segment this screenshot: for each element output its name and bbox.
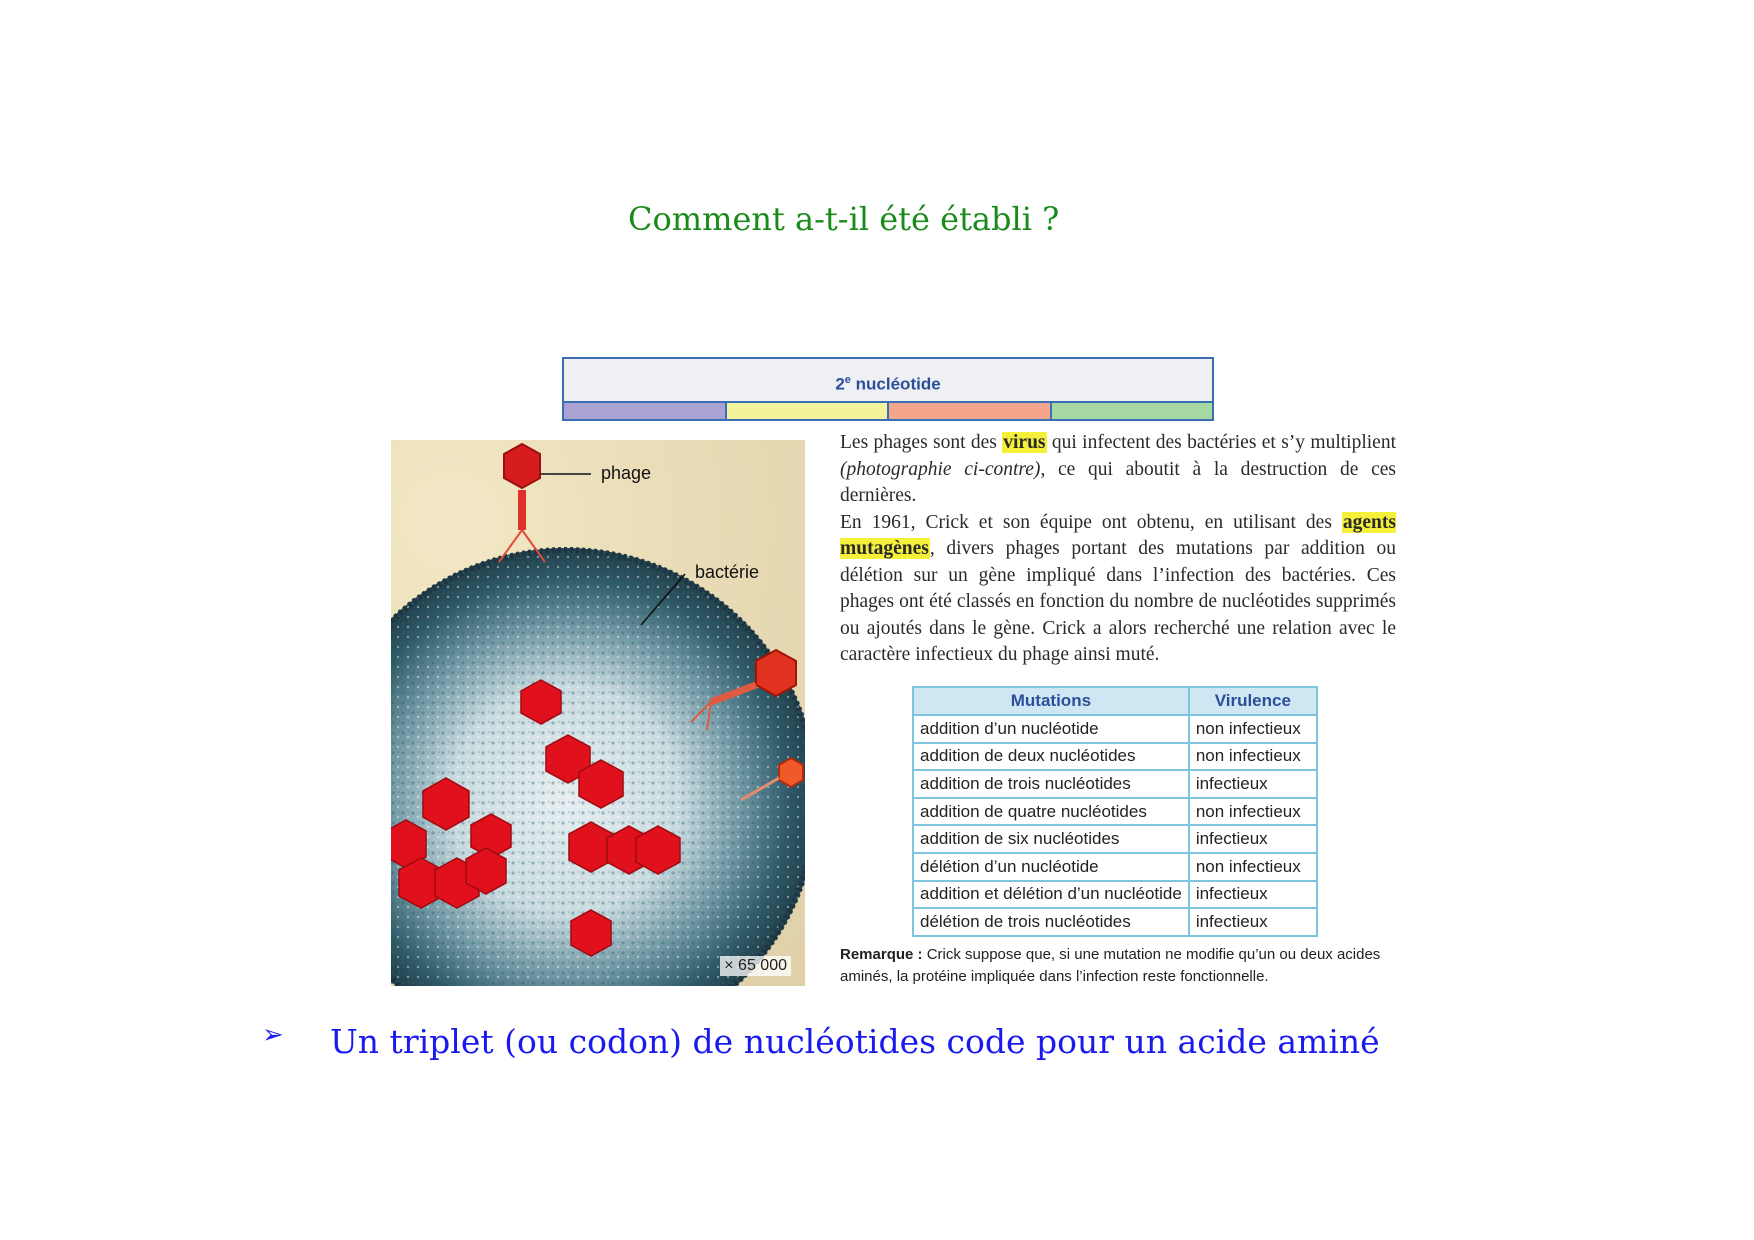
mutation-cell: addition de six nucléotides <box>913 825 1189 853</box>
header-mutations: Mutations <box>913 687 1189 715</box>
codon-column-2 <box>727 403 890 421</box>
mutation-cell: délétion d’un nucléotide <box>913 853 1189 881</box>
mutations-table-body <box>913 715 1317 936</box>
codon-table-columns <box>564 403 1212 421</box>
mutation-cell: addition d’un nucléotide <box>913 715 1189 743</box>
highlight-virus: virus <box>1003 432 1046 453</box>
arrow-bullet-icon: ➢ <box>262 1020 284 1050</box>
mutation-cell: addition et délétion d’un nucléotide <box>913 881 1189 909</box>
p1-text-a: Les phages sont des <box>840 432 1003 453</box>
table-row <box>913 770 1317 798</box>
virulence-cell: non infectieux <box>1189 715 1317 743</box>
conclusion-text: Un triplet (ou codon) de nucléotides code pour un acide aminé <box>330 1022 1380 1061</box>
p2-text-a: En 1961, Crick et son équipe ont obtenu, en utilisant des <box>840 511 1342 533</box>
mutation-cell: addition de trois nucléotides <box>913 770 1189 798</box>
table-row <box>913 881 1317 909</box>
p1-italic: (photographie ci-contre) <box>840 458 1041 480</box>
table-row <box>913 715 1317 743</box>
p1-text-b: qui infectent des bactéries et s’y multiplient <box>1046 432 1396 453</box>
codon-column-4 <box>1052 403 1213 421</box>
remark <box>840 944 1400 988</box>
table-row <box>913 798 1317 826</box>
p1-text-c: , ce qui aboutit à la destruction de ces dernières. <box>840 458 1396 506</box>
paragraph-1 <box>840 430 1396 510</box>
mutations-table-header-row <box>913 687 1317 715</box>
virulence-cell: non infectieux <box>1189 853 1317 881</box>
virulence-cell: non infectieux <box>1189 743 1317 771</box>
phage-head-top <box>504 444 540 488</box>
codon-header-number: 2 <box>835 374 845 394</box>
micrograph-drawing <box>391 440 805 986</box>
remark-label: Remarque : <box>840 946 923 963</box>
codon-header-text: nucléotide <box>855 374 941 394</box>
codon-table-header <box>564 359 1212 403</box>
slide-title: Comment a-t-il été établi ? <box>628 200 1060 238</box>
codon-column-1 <box>564 403 727 421</box>
virulence-cell: infectieux <box>1189 908 1317 936</box>
virulence-cell: infectieux <box>1189 825 1317 853</box>
phage-label: phage <box>601 463 652 483</box>
mutation-cell: délétion de trois nucléotides <box>913 908 1189 936</box>
intro-paragraph <box>840 430 1396 669</box>
highlight-agents-mutagenes: agents mutagènes <box>840 511 1396 559</box>
magnification-label: × 65 000 <box>720 956 791 976</box>
phage-micrograph <box>391 440 805 986</box>
virulence-cell: infectieux <box>1189 881 1317 909</box>
table-row <box>913 908 1317 936</box>
table-row <box>913 825 1317 853</box>
table-row <box>913 853 1317 881</box>
mutations-table <box>912 686 1318 937</box>
virulence-cell: non infectieux <box>1189 798 1317 826</box>
phage-head-right <box>756 650 796 696</box>
virulence-cell: infectieux <box>1189 770 1317 798</box>
mutation-cell: addition de deux nucléotides <box>913 743 1189 771</box>
p2-text-b: , divers phages portant des mutations par addition ou délétion sur un gène impliqué dans l’infection des bactéries. Ces phages ont été classés en fonction du nombre de nucléotides supprimés ou ajoutés dans le gène. Crick a alors recherché une relation avec le caractère infectieux du phage ainsi muté. <box>840 538 1396 665</box>
remark-text: Crick suppose que, si une mutation ne modifie qu’un ou deux acides aminés, la protéine impliquée dans l’infection reste fonctionnelle. <box>840 946 1381 985</box>
paragraph-2 <box>840 510 1396 669</box>
bacterie-label: bactérie <box>695 562 760 582</box>
codon-header-sup: e <box>844 374 851 386</box>
table-row <box>913 743 1317 771</box>
codon-column-3 <box>889 403 1052 421</box>
mutation-cell: addition de quatre nucléotides <box>913 798 1189 826</box>
header-virulence: Virulence <box>1189 687 1317 715</box>
codon-table-fragment <box>562 357 1214 421</box>
